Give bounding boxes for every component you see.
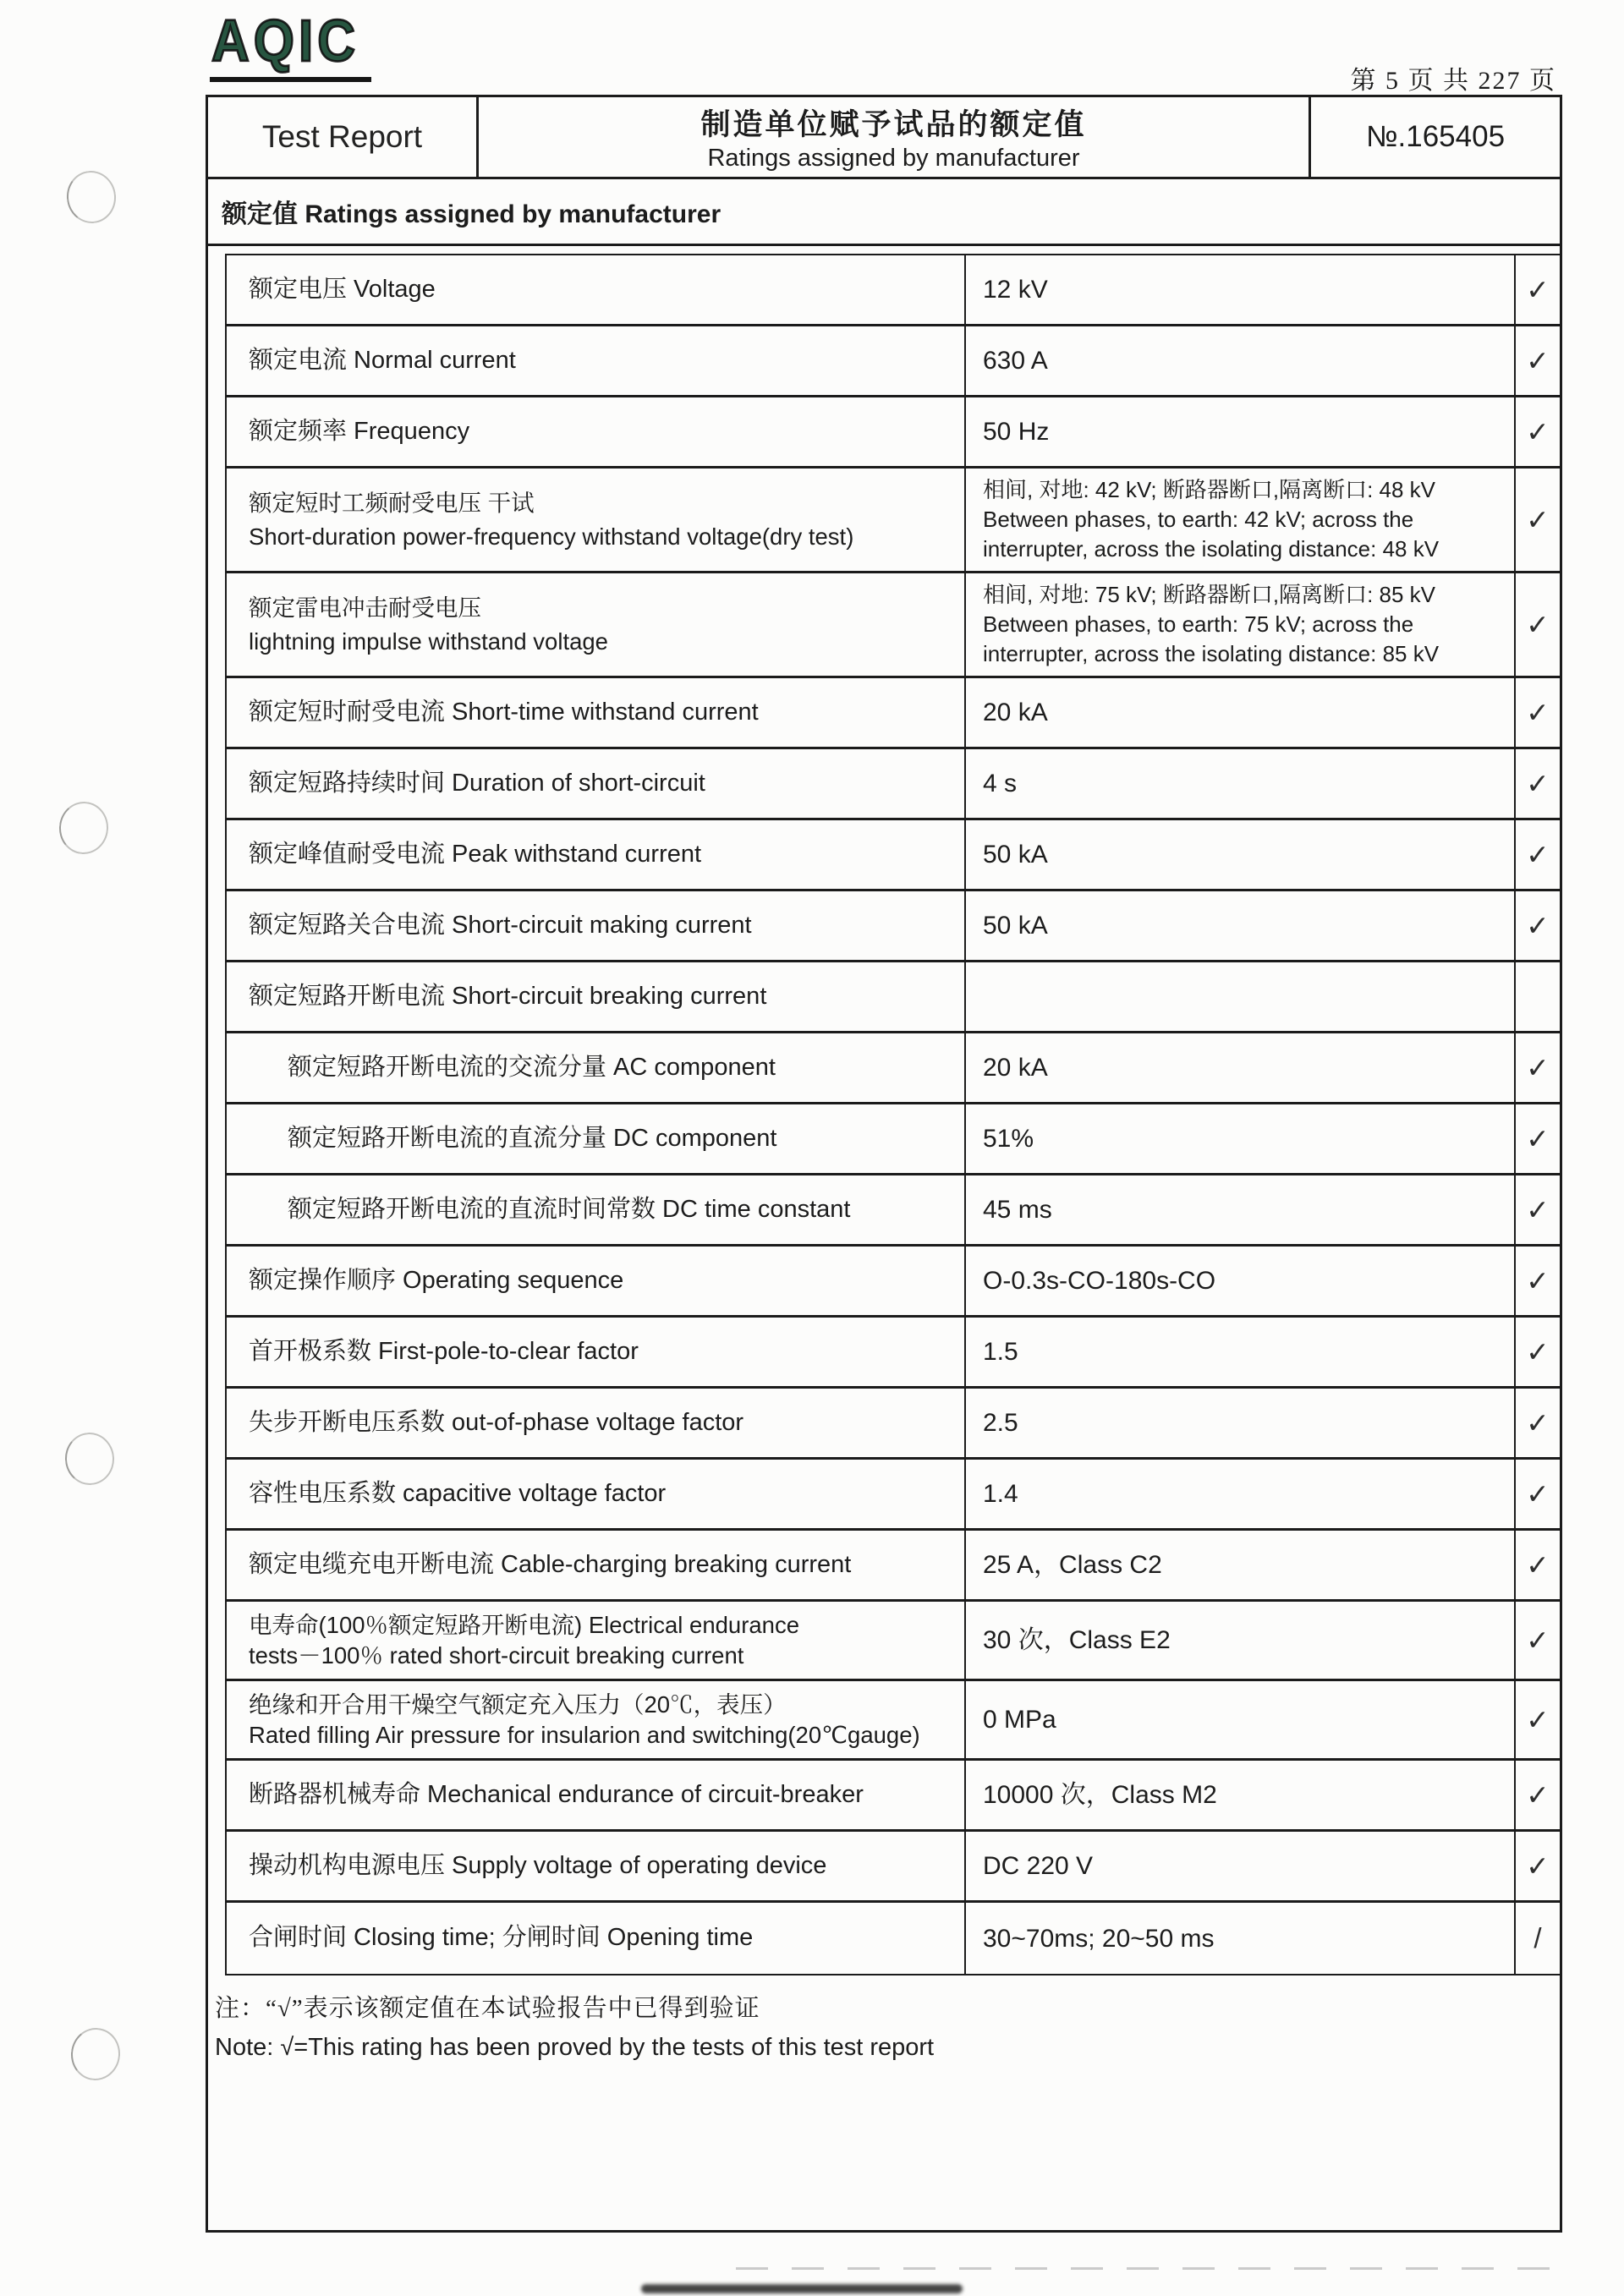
table-row	[227, 469, 1560, 573]
rating-label-line: 额定电流 Normal current	[249, 346, 516, 374]
rating-value-line: 45 ms	[983, 1196, 1052, 1224]
table-row	[227, 1247, 1560, 1318]
rating-label-line: 额定电缆充电开断电流 Cable-charging breaking current	[249, 1550, 852, 1578]
rating-value-line: 相间, 对地: 75 kV; 断路器断口,隔离断口: 85 kV	[983, 581, 1436, 607]
rating-label-cell	[227, 326, 966, 395]
rating-label-cell	[227, 1318, 966, 1386]
rating-label-cell	[227, 397, 966, 466]
rating-label-line: 额定峰值耐受电流 Peak withstand current	[249, 840, 702, 868]
rating-label-cell	[227, 891, 966, 960]
verified-checkmark: ✓	[1526, 1123, 1550, 1154]
scan-artifact-smudge	[641, 2284, 963, 2293]
report-title-cell	[479, 97, 1311, 177]
rating-value-cell	[966, 1175, 1516, 1244]
rating-label-line: 额定短路开断电流的直流分量 DC component	[288, 1124, 777, 1152]
ratings-section	[206, 179, 1562, 2233]
rating-label-line: 断路器机械寿命 Mechanical endurance of circuit-breaker	[249, 1780, 864, 1808]
table-row	[227, 1681, 1560, 1761]
verified-checkmark: ✓	[1526, 274, 1550, 305]
rating-value-cell	[966, 1318, 1516, 1386]
rating-label-line: 额定短路关合电流 Short-circuit making current	[249, 911, 752, 939]
verified-checkmark: ✓	[1526, 504, 1550, 535]
rating-label-line: 额定操作顺序 Operating sequence	[249, 1266, 624, 1294]
rating-value-line: DC 220 V	[983, 1852, 1094, 1880]
rating-value-cell	[966, 326, 1516, 395]
rating-label-cell	[227, 1104, 966, 1173]
rating-label-line: 操动机构电源电压 Supply voltage of operating device	[249, 1851, 827, 1879]
rating-label-cell	[227, 962, 966, 1031]
report-title-en: Ratings assigned by manufacturer	[707, 145, 1080, 172]
rating-value-line: 1.4	[983, 1480, 1018, 1508]
verified-checkmark: ✓	[1526, 609, 1550, 640]
verified-checkmark: ✓	[1526, 1478, 1550, 1510]
rating-label-line: tests－100％ rated short-circuit breaking current	[249, 1641, 744, 1669]
rating-value-line: 50 Hz	[983, 418, 1050, 446]
table-row	[227, 1033, 1560, 1104]
verified-checkmark: ✓	[1526, 1336, 1550, 1367]
rating-value-cell	[966, 1104, 1516, 1173]
verified-checkmark: ✓	[1526, 1265, 1550, 1296]
rating-label-line: 额定短路开断电流 Short-circuit breaking current	[249, 982, 767, 1010]
rating-label-cell	[227, 1832, 966, 1900]
scan-artifact-line	[736, 2267, 1573, 2270]
rating-value-cell	[966, 469, 1516, 571]
table-row	[227, 678, 1560, 749]
rating-label-cell	[227, 255, 966, 324]
rating-label-cell	[227, 1761, 966, 1829]
rating-label-cell	[227, 1247, 966, 1315]
aqic-logo-text: AQIC	[211, 8, 359, 74]
report-number: №.165405	[1365, 120, 1506, 153]
report-type-label: Test Report	[261, 119, 423, 154]
report-title-zh: 制造单位赋予试品的额定值	[700, 108, 1087, 141]
rating-label-cell	[227, 469, 966, 571]
table-row	[227, 1761, 1560, 1832]
table-row	[227, 1460, 1560, 1531]
rating-value-cell	[966, 820, 1516, 889]
verified-checkmark: ✓	[1526, 1407, 1550, 1438]
rating-label-line: lightning impulse withstand voltage	[249, 627, 608, 655]
rating-value-line: 1.5	[983, 1338, 1018, 1366]
footnote	[208, 1975, 1560, 2068]
ratings-table	[225, 254, 1561, 1975]
verified-checkmark: ✓	[1526, 1549, 1550, 1581]
rating-value-line: 2.5	[983, 1409, 1018, 1437]
rating-value-line: 10000 次，Class M2	[983, 1781, 1217, 1809]
table-row	[227, 1318, 1560, 1389]
rating-value-cell	[966, 573, 1516, 676]
rating-label-line: 额定短路开断电流的直流时间常数 DC time constant	[288, 1195, 851, 1223]
rating-value-line: 20 kA	[983, 699, 1048, 726]
rating-label-line: 容性电压系数 capacitive voltage factor	[249, 1479, 667, 1507]
rating-label-line: 额定短路持续时间 Duration of short-circuit	[249, 769, 705, 797]
rating-label-cell	[227, 1460, 966, 1528]
verified-checkmark: ✓	[1526, 768, 1550, 799]
rating-value-line: 51%	[983, 1125, 1034, 1153]
rating-value-cell	[966, 1389, 1516, 1457]
rating-value-line: O-0.3s-CO-180s-CO	[983, 1267, 1216, 1295]
table-row	[227, 326, 1560, 397]
rating-label-line: 额定电压 Voltage	[249, 275, 436, 303]
rating-label-line: 电寿命(100％额定短路开断电流) Electrical endurance	[249, 1612, 800, 1639]
verified-checkmark: ✓	[1526, 1779, 1550, 1811]
rating-value-cell	[966, 1761, 1516, 1829]
rating-value-line: 12 kV	[983, 276, 1048, 304]
rating-value-line: 630 A	[983, 347, 1048, 375]
rating-label-cell	[227, 1033, 966, 1102]
table-row	[227, 1104, 1560, 1175]
rating-label-line: 绝缘和开合用干燥空气额定充入压力（20℃，表压）	[249, 1691, 787, 1718]
rating-label-line: 额定短路开断电流的交流分量 AC component	[288, 1053, 776, 1081]
rating-label-line: 额定短时耐受电流 Short-time withstand current	[249, 698, 759, 726]
binder-hole	[68, 2025, 123, 2084]
rating-label-cell	[227, 1175, 966, 1244]
verified-checkmark: ✓	[1526, 910, 1550, 941]
rating-value-line: interrupter, across the isolating distance: 85 kV	[983, 641, 1440, 667]
page-number: 第 5 页 共 227 页	[1350, 67, 1556, 95]
rating-label-cell	[227, 573, 966, 676]
rating-label-line: Rated filling Air pressure for insularion and switching(20℃gauge)	[249, 1721, 920, 1748]
report-header-table	[206, 95, 1562, 179]
verified-checkmark: /	[1533, 1922, 1542, 1954]
table-row	[227, 1602, 1560, 1681]
rating-label-line: 额定短时工频耐受电压 干试	[249, 489, 535, 516]
verified-checkmark: ✓	[1526, 1194, 1550, 1225]
rating-value-line: 50 kA	[983, 841, 1048, 869]
verified-checkmark: ✓	[1526, 697, 1550, 728]
rating-label-cell	[227, 1903, 966, 1974]
rating-label-line: 首开极系数 First-pole-to-clear factor	[249, 1337, 639, 1365]
table-row	[227, 962, 1560, 1033]
rating-label-cell	[227, 678, 966, 747]
table-row	[227, 1389, 1560, 1460]
table-row	[227, 255, 1560, 326]
rating-value-cell	[966, 749, 1516, 818]
rating-value-cell	[966, 397, 1516, 466]
footnote-line-en: Note: √=This rating has been proved by the tests of this test report	[215, 2034, 935, 2062]
rating-label-line: 合闸时间 Closing time; 分闸时间 Opening time	[249, 1924, 754, 1952]
verified-checkmark: ✓	[1526, 345, 1550, 376]
rating-label-line: Short-duration power-frequency withstand voltage(dry test)	[249, 523, 854, 550]
rating-label-line: 失步开断电压系数 out-of-phase voltage factor	[249, 1408, 744, 1436]
table-row	[227, 1903, 1560, 1974]
table-row	[227, 891, 1560, 962]
rating-value-cell	[966, 1903, 1516, 1974]
verified-checkmark: ✓	[1526, 1850, 1550, 1882]
table-row	[227, 397, 1560, 469]
rating-value-cell	[966, 255, 1516, 324]
rating-value-cell	[966, 891, 1516, 960]
rating-value-line: 30 次，Class E2	[983, 1626, 1171, 1654]
rating-value-cell	[966, 678, 1516, 747]
table-row	[227, 820, 1560, 891]
rating-value-cell	[966, 1033, 1516, 1102]
verified-checkmark	[1516, 962, 1560, 1031]
verified-checkmark: ✓	[1526, 1052, 1550, 1083]
rating-label-cell	[227, 1531, 966, 1599]
rating-value-line: 20 kA	[983, 1054, 1048, 1082]
verified-checkmark: ✓	[1526, 839, 1550, 870]
binder-hole	[63, 167, 119, 226]
rating-value-line: 4 s	[983, 770, 1018, 797]
rating-value-line: Between phases, to earth: 42 kV; across the	[983, 506, 1414, 532]
binder-hole	[57, 800, 110, 857]
rating-value-cell	[966, 1247, 1516, 1315]
rating-label-cell	[227, 1602, 966, 1679]
rating-value-line: Between phases, to earth: 75 kV; across the	[983, 611, 1414, 637]
rating-label-cell	[227, 1389, 966, 1457]
rating-value-cell	[966, 962, 1516, 1031]
rating-value-line: 50 kA	[983, 912, 1048, 940]
verified-checkmark: ✓	[1526, 416, 1550, 447]
footnote-line-zh: 注：“√”表示该额定值在本试验报告中已得到验证	[215, 1995, 760, 2022]
rating-label-cell	[227, 820, 966, 889]
rating-value-cell	[966, 1531, 1516, 1599]
rating-value-line: 25 A，Class C2	[983, 1551, 1162, 1579]
rating-value-line: interrupter, across the isolating distance: 48 kV	[983, 536, 1440, 562]
rating-value-line: 30~70ms; 20~50 ms	[983, 1924, 1215, 1953]
rating-label-line: 额定频率 Frequency	[249, 417, 470, 445]
binder-hole	[63, 1431, 116, 1487]
table-row	[227, 1832, 1560, 1903]
rating-value-line: 相间, 对地: 42 kV; 断路器断口,隔离断口: 48 kV	[983, 476, 1436, 502]
rating-value-cell	[966, 1832, 1516, 1900]
table-row	[227, 749, 1560, 820]
rating-label-cell	[227, 749, 966, 818]
report-number-cell	[1311, 97, 1560, 177]
report-type-cell	[208, 97, 479, 177]
rating-label-cell	[227, 1681, 966, 1758]
table-row	[227, 1175, 1560, 1247]
rating-value-cell	[966, 1460, 1516, 1528]
verified-checkmark: ✓	[1526, 1704, 1550, 1735]
section-title: 额定值 Ratings assigned by manufacturer	[208, 179, 1560, 246]
rating-label-line: 额定雷电冲击耐受电压	[249, 594, 481, 621]
rating-value-line: 0 MPa	[983, 1706, 1056, 1734]
verified-checkmark: ✓	[1526, 1625, 1550, 1656]
table-row	[227, 1531, 1560, 1602]
rating-value-cell	[966, 1681, 1516, 1758]
table-row	[227, 573, 1560, 678]
rating-value-cell	[966, 1602, 1516, 1679]
aqic-logo	[210, 8, 371, 82]
